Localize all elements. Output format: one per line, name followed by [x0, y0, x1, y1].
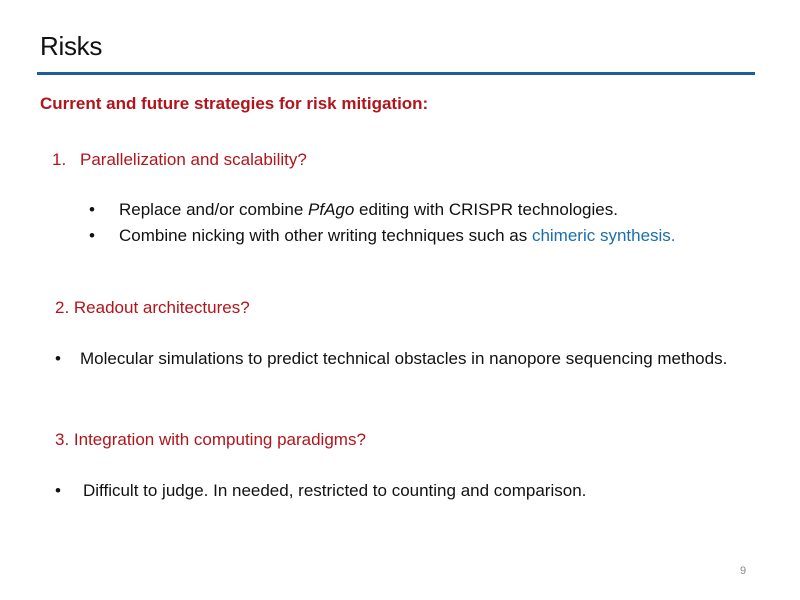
title-divider: [37, 72, 755, 75]
bullet-text: Molecular simulations to predict technical obstacles in nanopore sequencing methods.: [80, 349, 728, 368]
bullet-marker: •: [89, 226, 95, 245]
section-number-1: 1.: [52, 150, 67, 169]
bullet-text: Combine nicking with other writing techniques such as chimeric synthesis.: [119, 226, 676, 245]
bullet-marker: •: [89, 200, 95, 219]
italic-term: PfAgo: [308, 200, 355, 219]
bullet-marker: •: [55, 349, 61, 368]
slide-subtitle: Current and future strategies for risk mitigation:: [40, 94, 429, 113]
slide-title: Risks: [40, 31, 103, 61]
section-heading-3: 3. Integration with computing paradigms?: [55, 430, 366, 449]
page-number: 9: [740, 565, 747, 577]
bullet-text: Replace and/or combine PfAgo editing with CRISPR technologies.: [119, 200, 618, 219]
bullet-marker: •: [55, 481, 61, 500]
bullet-text: Difficult to judge. In needed, restricted to counting and comparison.: [83, 481, 587, 500]
section-heading-2: 2. Readout architectures?: [55, 298, 250, 317]
highlighted-term: chimeric synthesis.: [531, 226, 676, 245]
section-heading-1: [52, 150, 307, 170]
section-heading-1-text: Parallelization and scalability?: [80, 150, 307, 169]
